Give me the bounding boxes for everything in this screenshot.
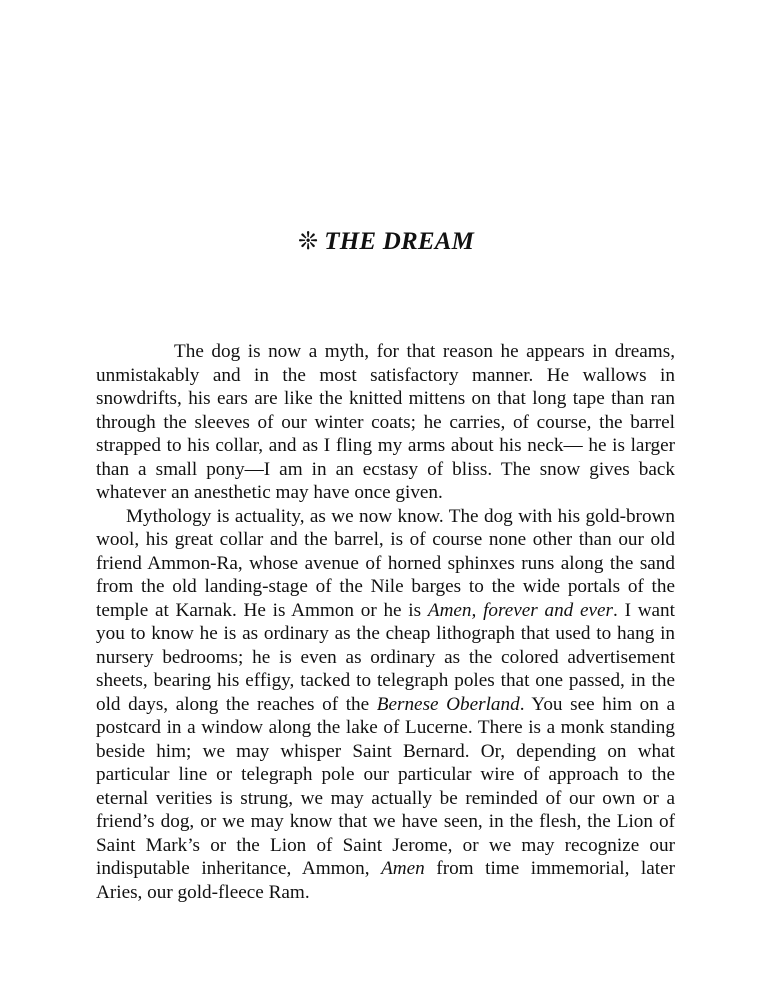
chapter-body	[96, 340, 675, 904]
italic-amen: Amen	[381, 858, 425, 879]
italic-amen-forever: Amen, forever and ever	[427, 599, 614, 621]
chapter-title: THE DREAM	[324, 228, 475, 255]
italic-bernese-oberland: Bernese Oberland	[376, 693, 520, 715]
paragraph-2	[96, 505, 675, 905]
chapter-heading	[0, 224, 772, 259]
paragraph-2-segment-4: from time immemorial, later Aries, our gold-fleece Ram.	[96, 858, 675, 903]
asterism-ornament-icon: ❊	[297, 227, 319, 255]
paragraph-2-segment-2: . I want you to know he is as ordinary as the cheap lithograph that used to hang in nursery bedrooms; he is even as ordinary as the colored advertisement sheets, bearing his effigy, tacked to telegraph poles that one passed, in the old days, along the reaches of the	[96, 599, 675, 715]
paragraph-1: The dog is now a myth, for that reason he appears in dreams, unmistakably and in the most satisfactory manner. He wallows in snowdrifts, his ears are like the knitted mittens on that long tape than ran through the sleeves of our winter coats; he carries, of course, the barrel strapped to his collar, and as I fling my arms about his neck— he is larger than a small pony—I am in an ecstasy of bliss. The snow gives back whatever an anesthetic may have once given.	[96, 341, 675, 503]
paragraph-2-segment-3: . You see him on a postcard in a window along the lake of Lucerne. There is a monk standing beside him; we may whisper Saint Bernard. Or, depending on what particular line or telegraph pole our particular wire of approach to the eternal verities is strung, we may actually be reminded of our own or a friend’s dog, or we may know that we have seen, in the flesh, the Lion of Saint Mark’s or the Lion of Saint Jerome, or we may recognize our indisputable inheritance, Ammon,	[96, 693, 675, 879]
paragraph-2-segment-1: Mythology is actuality, as we now know. The dog with his gold-brown wool, his great collar and the barrel, is of course none other than our old friend Ammon-Ra, whose avenue of horned sphinxes runs along the sand from the old landing-stage of the Nile barges to the wide portals of the temple at Karnak. He is Ammon or he is	[96, 505, 675, 621]
